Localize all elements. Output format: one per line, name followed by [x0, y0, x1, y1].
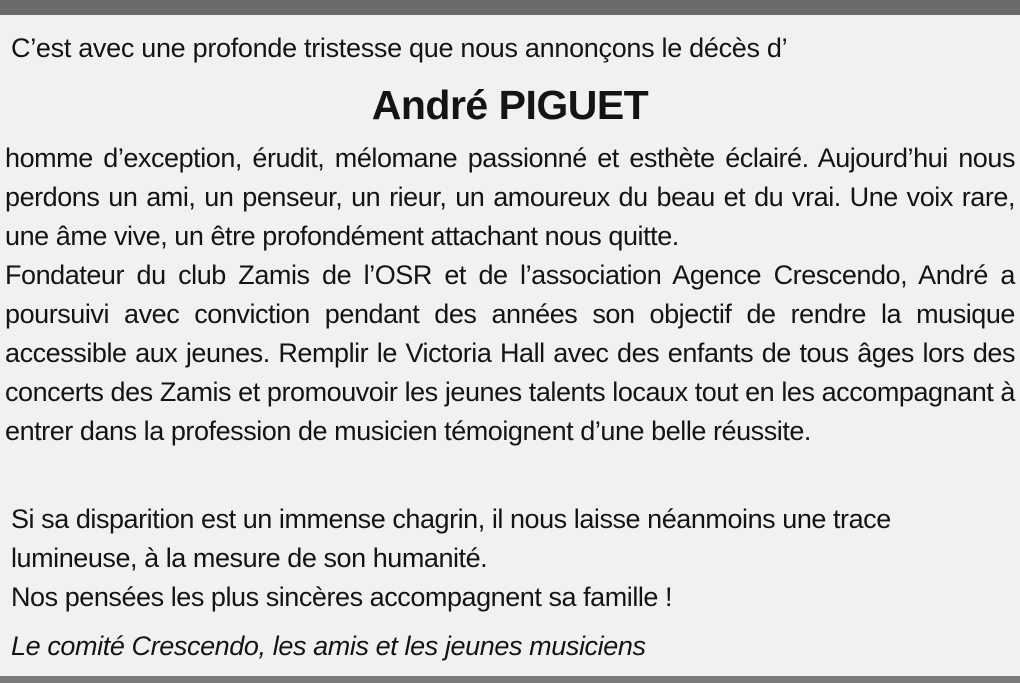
bottom-border	[0, 676, 1020, 683]
obituary-notice	[0, 15, 1020, 676]
tribute-body	[5, 139, 1015, 451]
top-border	[0, 0, 1020, 15]
closing-paragraph-2: Nos pensées les plus sincères accompagnent sa famille !	[11, 582, 673, 612]
closing-paragraph-1: Si sa disparition est un immense chagrin, il nous laisse néanmoins une trace lumineuse, à la mesure de son humanité.	[11, 504, 891, 573]
tribute-paragraph-1: homme d’exception, érudit, mélomane passionné et esthète éclairé. Aujourd’hui nous perdons un ami, un penseur, un rieur, un amoureux du beau et du vrai. Une voix rare, une âme vive, un être profondément attachant nous quitte.	[5, 143, 1015, 251]
intro-line: C’est avec une profonde tristesse que nous annonçons le décès d’	[11, 33, 788, 63]
deceased-name: André PIGUET	[371, 82, 649, 128]
signature: Le comité Crescendo, les amis et les jeunes musiciens	[11, 631, 646, 661]
closing-text	[11, 500, 1014, 617]
tribute-paragraph-2: Fondateur du club Zamis de l’OSR et de l’association Agence Crescendo, André a poursuivi avec conviction pendant des années son objectif de rendre la musique accessible aux jeunes. Remplir le Victoria Hall avec des enfants de tous âges lors des concerts des Zamis et promouvoir les jeunes talents locaux tout en les accompagnant à entrer dans la profession de musicien témoignent d’une belle réussite.	[5, 260, 1015, 446]
